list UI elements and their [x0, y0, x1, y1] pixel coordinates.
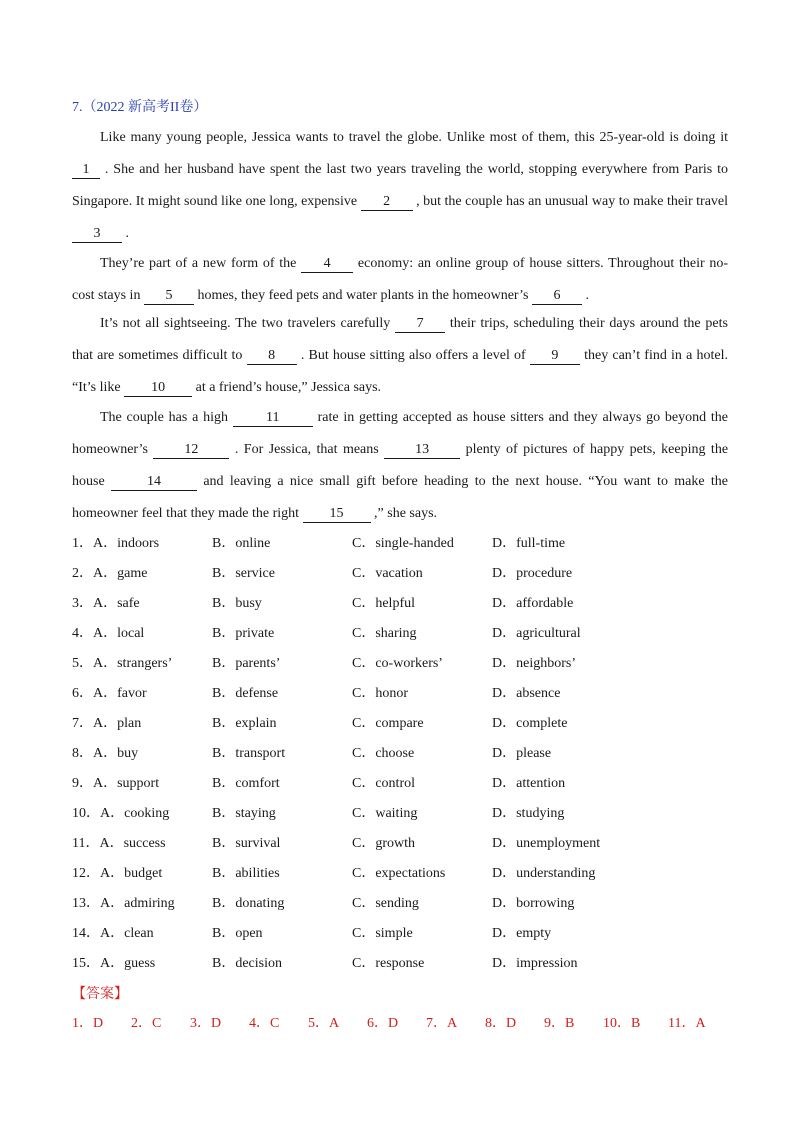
option-a: 6．A．favor [72, 686, 147, 701]
option-c: C．compare [352, 716, 424, 731]
passage-text: . For Jessica, that means [234, 442, 379, 457]
option-a: 8．A．buy [72, 746, 139, 761]
option-row [72, 679, 752, 709]
passage-text: . [125, 226, 129, 241]
option-d: D．impression [492, 956, 578, 971]
option-c: C．helpful [352, 596, 415, 611]
option-b: B．online [212, 536, 271, 551]
option-row [72, 889, 752, 919]
option-row [72, 949, 752, 979]
option-c: C．waiting [352, 806, 418, 821]
option-c: C．simple [352, 926, 413, 941]
option-c: C．expectations [352, 866, 446, 881]
option-row [72, 619, 752, 649]
blank-5: 5 [144, 288, 194, 305]
option-row [72, 709, 752, 739]
option-d: D．neighbors’ [492, 656, 576, 671]
option-c: C．honor [352, 686, 408, 701]
option-row [72, 769, 752, 799]
passage-paragraph-2 [72, 248, 728, 312]
passage-text: homes, they feed pets and water plants in the homeowner’s [197, 288, 529, 303]
option-row [72, 739, 752, 769]
option-b: B．parents’ [212, 656, 281, 671]
passage-text: . [585, 288, 589, 303]
passage-text: and leaving a nice small gift before heading to the next house. “You want to make the homeowner feel that they made the right [72, 474, 729, 521]
passage-paragraph-4 [72, 402, 728, 530]
option-b: B．survival [212, 836, 281, 851]
passage-text: . She and her husband have spent the last two years traveling the world, stopping everywhere from Paris to Singapore. It might sound like one long, expensive [72, 162, 729, 209]
blank-4: 4 [301, 256, 353, 273]
option-b: B．service [212, 566, 275, 581]
option-b: B．transport [212, 746, 286, 761]
answer-item: 4．C [249, 1016, 280, 1031]
blank-13: 13 [384, 442, 460, 459]
option-b: B．private [212, 626, 275, 641]
option-a: 13．A．admiring [72, 896, 175, 911]
blank-9: 9 [530, 348, 580, 365]
option-d: D．understanding [492, 866, 596, 881]
option-row [72, 799, 752, 829]
blank-6: 6 [532, 288, 582, 305]
option-d: D．studying [492, 806, 565, 821]
blank-11: 11 [233, 410, 313, 427]
blank-8: 8 [247, 348, 297, 365]
answer-item: 10．B [603, 1016, 641, 1031]
option-c: C．single-handed [352, 536, 454, 551]
question-title: 7.（2022 新高考II卷） [72, 100, 208, 115]
blank-3: 3 [72, 226, 122, 243]
option-d: D．absence [492, 686, 561, 701]
option-row [72, 559, 752, 589]
option-a: 15．A．guess [72, 956, 156, 971]
answer-item: 11．A [668, 1016, 706, 1031]
passage-text: It’s not all sightseeing. The two travelers carefully [100, 316, 391, 331]
option-b: B．explain [212, 716, 277, 731]
passage-text: they can’t find in a hotel. “It’s like [72, 348, 728, 395]
option-a: 11．A．success [72, 836, 166, 851]
option-b: B．defense [212, 686, 279, 701]
passage-text: economy: an online group of house sitters. Throughout their no-cost stays in [72, 256, 729, 303]
option-a: 12．A．budget [72, 866, 163, 881]
option-c: C．control [352, 776, 415, 791]
option-c: C．sending [352, 896, 419, 911]
blank-7: 7 [395, 316, 445, 333]
answer-heading: 【答案】 [72, 986, 128, 1002]
option-d: D．complete [492, 716, 568, 731]
option-a: 10．A．cooking [72, 806, 170, 821]
passage-text: Like many young people, Jessica wants to travel the globe. Unlike most of them, this 25-year-old is doing it [100, 130, 728, 145]
passage-text: at a friend’s house,” Jessica says. [195, 380, 382, 395]
option-d: D．borrowing [492, 896, 575, 911]
passage-text: The couple has a high [100, 410, 228, 425]
option-c: C．choose [352, 746, 415, 761]
answer-item: 8．D [485, 1016, 517, 1031]
blank-15: 15 [303, 506, 371, 523]
option-b: B．busy [212, 596, 262, 611]
blank-14: 14 [111, 474, 197, 491]
option-b: B．abilities [212, 866, 280, 881]
blank-10: 10 [124, 380, 192, 397]
option-d: D．affordable [492, 596, 574, 611]
option-b: B．staying [212, 806, 276, 821]
option-a: 5．A．strangers’ [72, 656, 173, 671]
option-c: C．response [352, 956, 425, 971]
option-c: C．vacation [352, 566, 423, 581]
answer-item: 5．A [308, 1016, 340, 1031]
option-c: C．sharing [352, 626, 417, 641]
passage-text: . But house sitting also offers a level of [300, 348, 526, 363]
option-a: 2．A．game [72, 566, 148, 581]
option-row [72, 859, 752, 889]
answer-key [72, 1011, 752, 1037]
option-d: D．please [492, 746, 552, 761]
option-a: 3．A．safe [72, 596, 140, 611]
option-a: 7．A．plan [72, 716, 142, 731]
option-row [72, 589, 752, 619]
option-a: 9．A．support [72, 776, 160, 791]
answer-item: 3．D [190, 1016, 222, 1031]
option-d: D．procedure [492, 566, 573, 581]
passage-text: ,” she says. [374, 506, 438, 521]
option-row [72, 649, 752, 679]
passage-text: plenty of pictures of happy pets, keeping the house [72, 442, 729, 489]
passage-text: They’re part of a new form of the [100, 256, 297, 271]
passage-text: their trips, scheduling their days around the pets that are sometimes difficult to [72, 316, 728, 363]
option-d: D．attention [492, 776, 566, 791]
option-a: 14．A．clean [72, 926, 154, 941]
option-d: D．empty [492, 926, 552, 941]
option-b: B．open [212, 926, 263, 941]
answer-item: 7．A [426, 1016, 458, 1031]
option-row [72, 529, 752, 559]
passage-paragraph-3 [72, 308, 728, 404]
answer-options [72, 529, 752, 979]
option-c: C．growth [352, 836, 415, 851]
answer-item: 9．B [544, 1016, 575, 1031]
answer-item: 6．D [367, 1016, 399, 1031]
option-d: D．unemployment [492, 836, 601, 851]
option-d: D．agricultural [492, 626, 581, 641]
option-c: C．co-workers’ [352, 656, 443, 671]
blank-1: 1 [72, 162, 100, 179]
passage-paragraph-1 [72, 122, 728, 250]
blank-12: 12 [153, 442, 229, 459]
answer-item: 2．C [131, 1016, 162, 1031]
option-b: B．donating [212, 896, 285, 911]
passage-text: , but the couple has an unusual way to make their travel [416, 194, 729, 209]
answer-item: 1．D [72, 1016, 104, 1031]
option-a: 1．A．indoors [72, 536, 160, 551]
option-row [72, 829, 752, 859]
option-b: B．decision [212, 956, 282, 971]
option-row [72, 919, 752, 949]
option-a: 4．A．local [72, 626, 145, 641]
blank-2: 2 [361, 194, 413, 211]
option-d: D．full-time [492, 536, 566, 551]
option-b: B．comfort [212, 776, 280, 791]
passage-text: rate in getting accepted as house sitters and they always go beyond the homeowner’s [72, 410, 729, 457]
